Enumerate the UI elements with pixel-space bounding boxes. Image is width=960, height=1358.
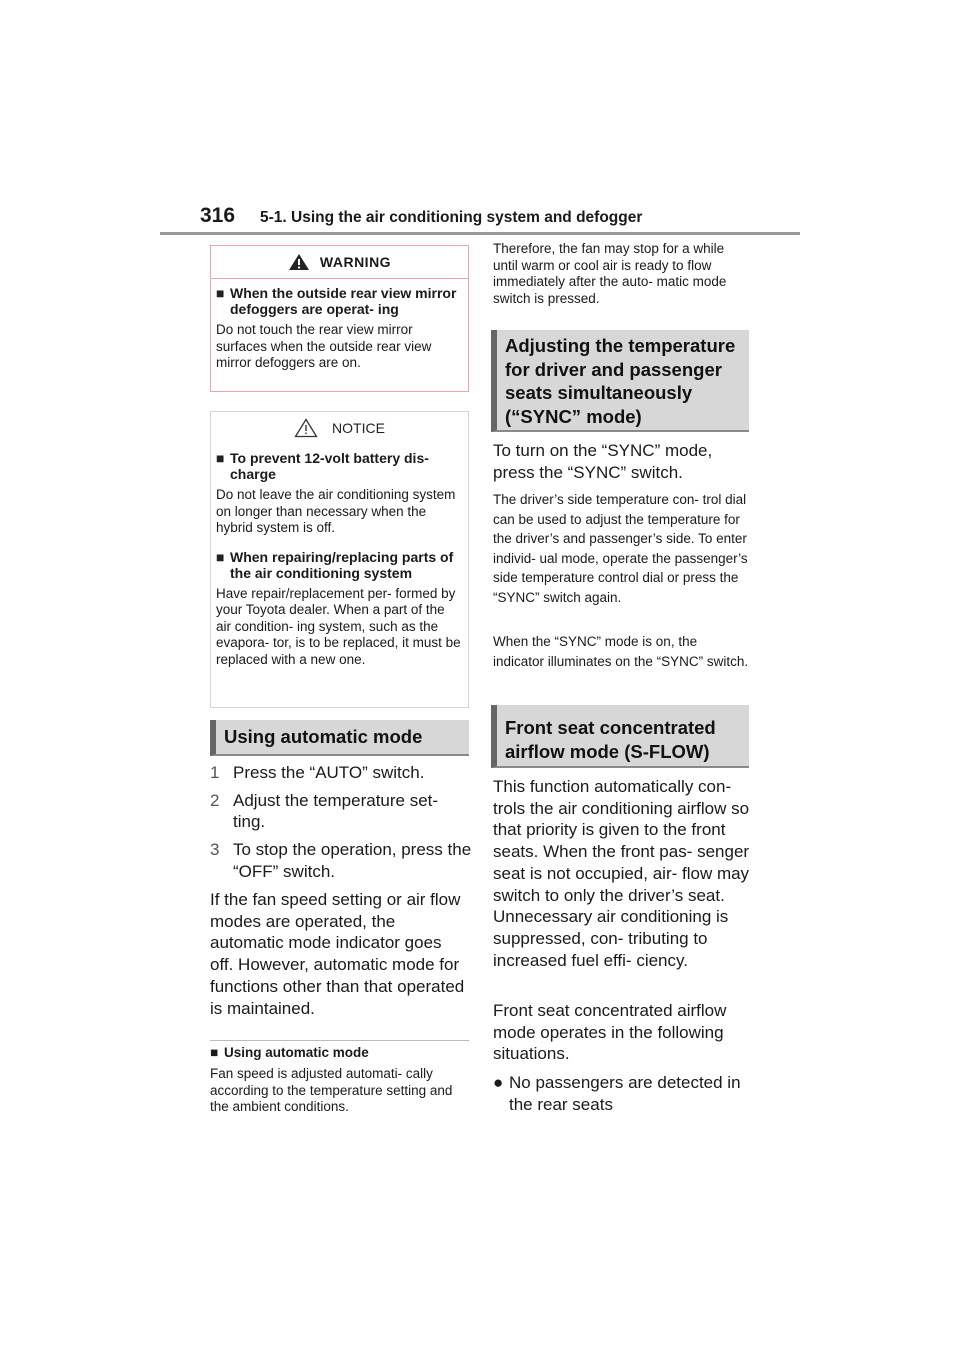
square-bullet-icon: ■	[216, 285, 225, 301]
section-heading-sync-mode: Adjusting the temperature for driver and passenger seats simultaneously (“SYNC” mode)	[491, 330, 749, 432]
notice-title: NOTICE	[332, 420, 385, 436]
notice-header	[211, 412, 468, 444]
square-bullet-icon: ■	[210, 1045, 219, 1060]
sflow-paragraph-1: This function automatically con- trols the air conditioning airflow so that priority is given to the front seats. When the front pas- senger seat is not occupied, air- flow may switch to only the driver’s seat. Unnecessary air conditioning is suppressed, con- tributing to increased fuel effi- ciency.	[493, 777, 750, 970]
warning-triangle-icon	[288, 253, 310, 271]
warning-title: WARNING	[319, 254, 392, 270]
notice-box	[210, 411, 469, 708]
notice-item-body: Have repair/replacement per- formed by your Toyota dealer. When a part of the air condition- ing system, such as the evapora- tor, is to be replaced, it must be replaced with a new one.	[216, 585, 461, 667]
note-body: Fan speed is adjusted automati- cally according to the temperature setting and the ambient conditions.	[210, 1066, 453, 1114]
automatic-mode-paragraph: If the fan speed setting or air flow modes are operated, the automatic mode indicator goes off. However, automatic mode for functions other than that operated is maintained.	[210, 890, 465, 1018]
note-divider	[210, 1040, 469, 1041]
section-title: 5-1. Using the air conditioning system and defogger	[260, 209, 643, 226]
bullet-dot-icon: ●	[493, 1073, 504, 1092]
sync-intro: To turn on the “SYNC” mode, press the “SYNC” switch.	[493, 441, 713, 482]
sflow-paragraph-2: Front seat concentrated airflow mode operates in the following situations.	[493, 1001, 727, 1064]
sync-detail-1: The driver’s side temperature con- trol dial can be used to adjust the temperature for the driver’s and passenger’s side. To enter individ- ual mode, operate the passenger’s side temperature control dial or press the “SYNC” switch again.	[493, 492, 748, 605]
automatic-mode-note	[210, 1045, 472, 1116]
warning-item-body: Do not touch the rear view mirror surfaces when the outside rear view mirror defoggers are on.	[216, 322, 432, 370]
step-item: 2 Adjust the temperature set- ting.	[210, 790, 439, 832]
warning-item-heading: ■ When the outside rear view mirror defoggers are operat- ing	[216, 285, 457, 317]
sflow-bullet: ● No passengers are detected in the rear seats	[493, 1073, 741, 1114]
note-continued: Therefore, the fan may stop for a while until warm or cool air is ready to flow immediately after the auto- matic mode switch is pressed.	[493, 241, 727, 306]
step-item: 1 Press the “AUTO” switch.	[210, 763, 425, 782]
section-heading-automatic-mode: Using automatic mode	[210, 720, 469, 756]
header-rule	[160, 232, 800, 235]
note-heading: ■ Using automatic mode	[210, 1045, 369, 1060]
notice-item-body: Do not leave the air conditioning system on longer than necessary when the hybrid system is off.	[216, 487, 456, 535]
square-bullet-icon: ■	[216, 548, 225, 565]
caution-triangle-icon	[294, 418, 318, 438]
step-item: 3 To stop the operation, press the “OFF” switch.	[210, 840, 472, 881]
square-bullet-icon: ■	[216, 450, 225, 466]
notice-item-heading: ■ When repairing/replacing parts of the air conditioning system	[216, 548, 454, 581]
warning-box	[210, 245, 469, 392]
page-number: 316	[200, 204, 236, 227]
sync-detail-2: When the “SYNC” mode is on, the indicator illuminates on the “SYNC” switch.	[493, 634, 749, 669]
automatic-mode-steps	[210, 762, 472, 883]
section-heading-sflow-mode: Front seat concentrated airflow mode (S-FLOW)	[491, 705, 749, 768]
notice-item-heading: ■ To prevent 12-volt battery dis- charge	[216, 450, 429, 482]
warning-header	[211, 246, 468, 279]
